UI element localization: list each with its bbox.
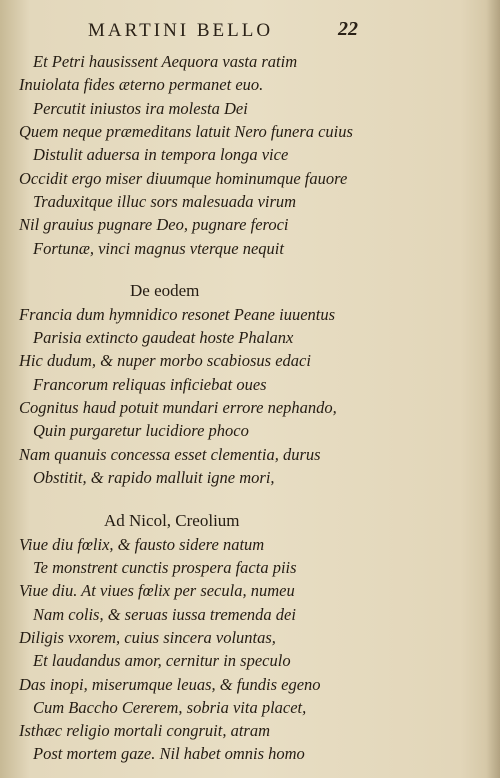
verse-line: Isthæc religio mortali congruit, atram [19, 721, 271, 740]
verse-line: Viue diu fœlix, & fausto sidere natum [19, 535, 265, 554]
verse-line: Das inopi, miserumque leuas, & fundis egeno [19, 675, 321, 694]
verse-line: Nam colis, & seruas iussa tremenda dei [33, 605, 296, 624]
verse-line: Traduxitque illuc sors malesuada virum [33, 192, 297, 211]
verse-line: Distulit aduersa in tempora longa vice [33, 145, 289, 164]
verse-line: Nam quanuis concessa esset clementia, durus [19, 445, 321, 464]
verse-line: Te monstrent cunctis prospera facta piis [33, 558, 297, 577]
verse-line: Quin purgaretur lucidiore phoco [33, 421, 249, 440]
verse-line: Cum Baccho Cererem, sobria vita placet, [33, 698, 307, 717]
verse-line: Francorum reliquas inficiebat oues [33, 375, 267, 394]
verse-line: Et Petri hausissent Aequora vasta ratim [33, 52, 298, 71]
running-title: MARTINI BELLO [88, 20, 274, 41]
verse-line: Francia dum hymnidico resonet Peane iuuentus [19, 305, 336, 324]
verse-line: Quem neque præmeditans latuit Nero funera cuius [19, 122, 353, 141]
page-number: 22 [338, 18, 358, 40]
verse-line: Hic dudum, & nuper morbo scabiosus edaci [19, 351, 311, 370]
page-header [0, 14, 500, 44]
poem-heading: De eodem [130, 281, 200, 300]
verse-line: Nil grauius pugnare Deo, pugnare feroci [19, 215, 289, 234]
verse-line: Cognitus haud potuit mundari errore nephando, [19, 398, 337, 417]
verse-line: Occidit ergo miser diuumque hominumque fauore [19, 169, 348, 188]
verse-line: Obstitit, & rapido malluit igne mori, [33, 468, 275, 487]
verse-line: Post mortem gaze. Nil habet omnis homo [33, 744, 305, 763]
verse-line: Parisia extincto gaudeat hoste Phalanx [33, 328, 294, 347]
verse-line: Percutit iniustos ira molesta Dei [33, 99, 248, 118]
poem-heading: Ad Nicol, Creolium [104, 511, 240, 530]
verse-line: Inuiolata fides æterno permanet euo. [19, 75, 264, 94]
verse-line: Fortunæ, vinci magnus vterque nequit [33, 239, 284, 258]
verse-line: Diligis vxorem, cuius sincera voluntas, [19, 628, 276, 647]
verse-line: Et laudandus amor, cernitur in speculo [33, 651, 291, 670]
verse-line: Viue diu. At viues fœlix per secula, numeu [19, 581, 295, 600]
